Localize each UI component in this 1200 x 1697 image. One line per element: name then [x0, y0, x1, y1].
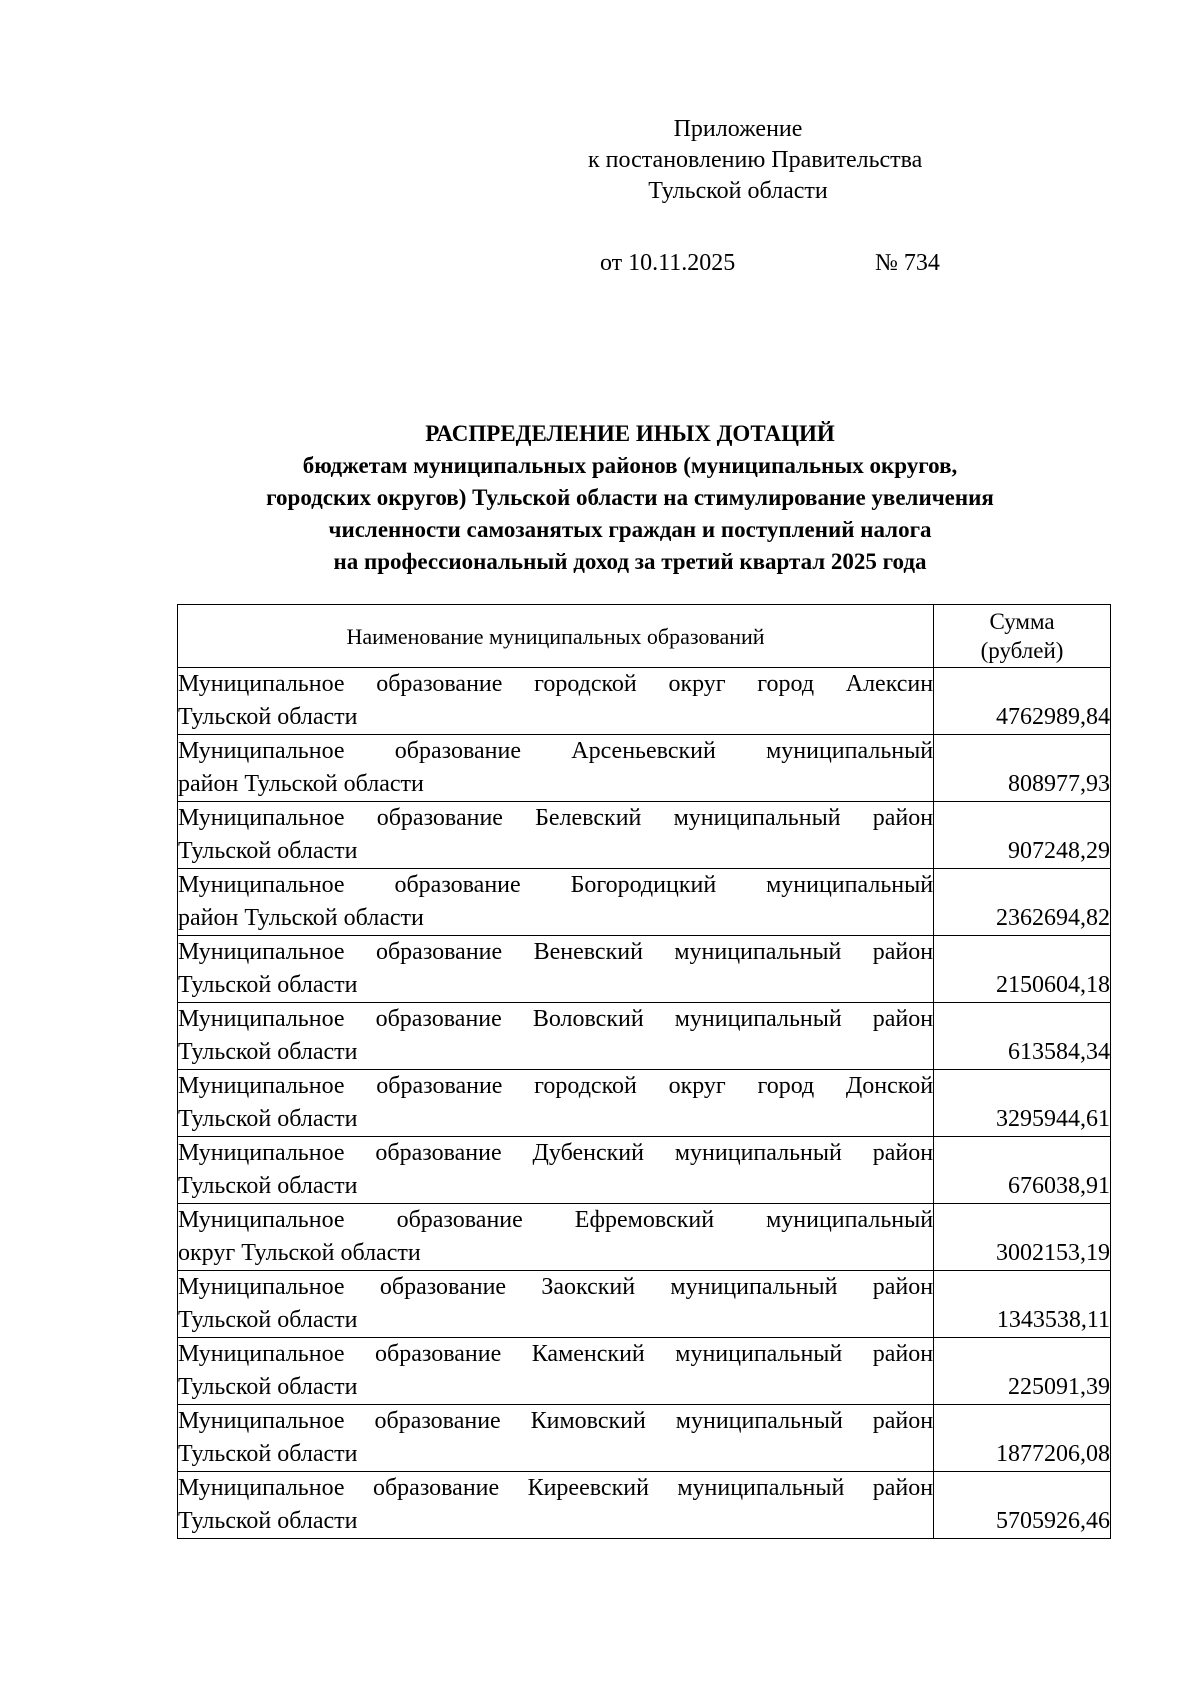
municipality-name-line: район Тульской области: [178, 771, 424, 797]
municipality-name-line: Муниципальное образование Арсеньевский муниципальный: [178, 738, 934, 764]
municipality-name: [178, 936, 934, 1003]
municipality-name-line: Муниципальное образование Дубенский муниципальный район: [178, 1140, 934, 1166]
amount-cell: 1877206,08: [934, 1405, 1111, 1472]
amount-cell: 907248,29: [934, 802, 1111, 869]
municipality-name: [178, 1003, 934, 1070]
municipality-name-line: Муниципальное образование Веневский муниципальный район: [178, 939, 934, 965]
title-line: численности самозанятых граждан и поступлений налога: [328, 517, 932, 542]
municipality-name-line: Муниципальное образование Кимовский муниципальный район: [178, 1408, 934, 1434]
appendix-line: Приложение: [673, 116, 803, 142]
municipality-name-line: Муниципальное образование Киреевский муниципальный район: [178, 1475, 934, 1501]
municipality-name-line: Муниципальное образование городской округ город Алексин: [178, 671, 934, 697]
table-header-row: [178, 605, 1111, 668]
title-line: на профессиональный доход за третий квартал 2025 года: [333, 549, 927, 574]
municipality-name-line: округ Тульской области: [178, 1240, 421, 1266]
municipality-name-line: район Тульской области: [178, 905, 424, 931]
municipality-name: [178, 1271, 934, 1338]
appendix-line: к постановлению Правительства: [588, 147, 923, 173]
document-title: [170, 418, 1090, 578]
decree-number: № 734: [875, 250, 940, 276]
municipality-name-line: Тульской области: [178, 1508, 358, 1534]
appendix-line: Тульской области: [648, 178, 828, 204]
table-row: [178, 1271, 1111, 1338]
amount-cell: 613584,34: [934, 1003, 1111, 1070]
table-row: [178, 1405, 1111, 1472]
municipality-name-line: Тульской области: [178, 838, 358, 864]
amount-cell: 3295944,61: [934, 1070, 1111, 1137]
municipality-name: [178, 668, 934, 735]
table-row: [178, 1204, 1111, 1271]
municipality-name-line: Тульской области: [178, 972, 358, 998]
municipality-name-line: Муниципальное образование Воловский муниципальный район: [178, 1006, 934, 1032]
amount-cell: 2362694,82: [934, 869, 1111, 936]
municipality-name-line: Муниципальное образование Белевский муниципальный район: [178, 805, 934, 831]
municipality-name: [178, 802, 934, 869]
table-row: [178, 1338, 1111, 1405]
municipality-name: [178, 1070, 934, 1137]
title-line: РАСПРЕДЕЛЕНИЕ ИНЫХ ДОТАЦИЙ: [425, 421, 835, 446]
municipality-name: [178, 1405, 934, 1472]
title-line: бюджетам муниципальных районов (муниципальных округов,: [302, 453, 958, 478]
appendix-block: [588, 114, 923, 207]
municipality-name-line: Тульской области: [178, 1039, 358, 1065]
municipality-name-line: Муниципальное образование Ефремовский муниципальный: [178, 1207, 934, 1233]
table-row: [178, 936, 1111, 1003]
table-row: [178, 869, 1111, 936]
municipality-name-line: Тульской области: [178, 1173, 358, 1199]
table-row: [178, 1003, 1111, 1070]
municipality-name: [178, 869, 934, 936]
municipality-name: [178, 1338, 934, 1405]
municipality-name: [178, 1204, 934, 1271]
amount-cell: 2150604,18: [934, 936, 1111, 1003]
table-row: [178, 668, 1111, 735]
header-sum-line: Сумма: [989, 609, 1055, 634]
amount-cell: 5705926,46: [934, 1472, 1111, 1539]
decree-date: от 10.11.2025: [600, 250, 736, 276]
amount-cell: 225091,39: [934, 1338, 1111, 1405]
header-sum: [934, 605, 1111, 668]
table-row: [178, 1137, 1111, 1204]
municipality-name-line: Муниципальное образование городской округ город Донской: [178, 1073, 934, 1099]
municipality-name-line: Муниципальное образование Заокский муниципальный район: [178, 1274, 934, 1300]
header-name: Наименование муниципальных образований: [178, 605, 934, 668]
amount-cell: 3002153,19: [934, 1204, 1111, 1271]
municipality-name-line: Тульской области: [178, 1374, 358, 1400]
amount-cell: 808977,93: [934, 735, 1111, 802]
municipality-name-line: Тульской области: [178, 1441, 358, 1467]
municipality-name: [178, 1137, 934, 1204]
table-row: [178, 735, 1111, 802]
distribution-table: [177, 604, 1111, 1539]
table-row: [178, 1070, 1111, 1137]
municipality-name: [178, 735, 934, 802]
municipality-name-line: Тульской области: [178, 704, 358, 730]
municipality-name-line: Муниципальное образование Богородицкий муниципальный: [178, 872, 934, 898]
header-sum-unit: (рублей): [980, 638, 1064, 663]
municipality-name-line: Тульской области: [178, 1307, 358, 1333]
table-row: [178, 1472, 1111, 1539]
amount-cell: 1343538,11: [934, 1271, 1111, 1338]
municipality-name-line: Муниципальное образование Каменский муниципальный район: [178, 1341, 934, 1367]
table-row: [178, 802, 1111, 869]
amount-cell: 4762989,84: [934, 668, 1111, 735]
amount-cell: 676038,91: [934, 1137, 1111, 1204]
title-line: городских округов) Тульской области на стимулирование увеличения: [266, 485, 994, 510]
municipality-name-line: Тульской области: [178, 1106, 358, 1132]
municipality-name: [178, 1472, 934, 1539]
